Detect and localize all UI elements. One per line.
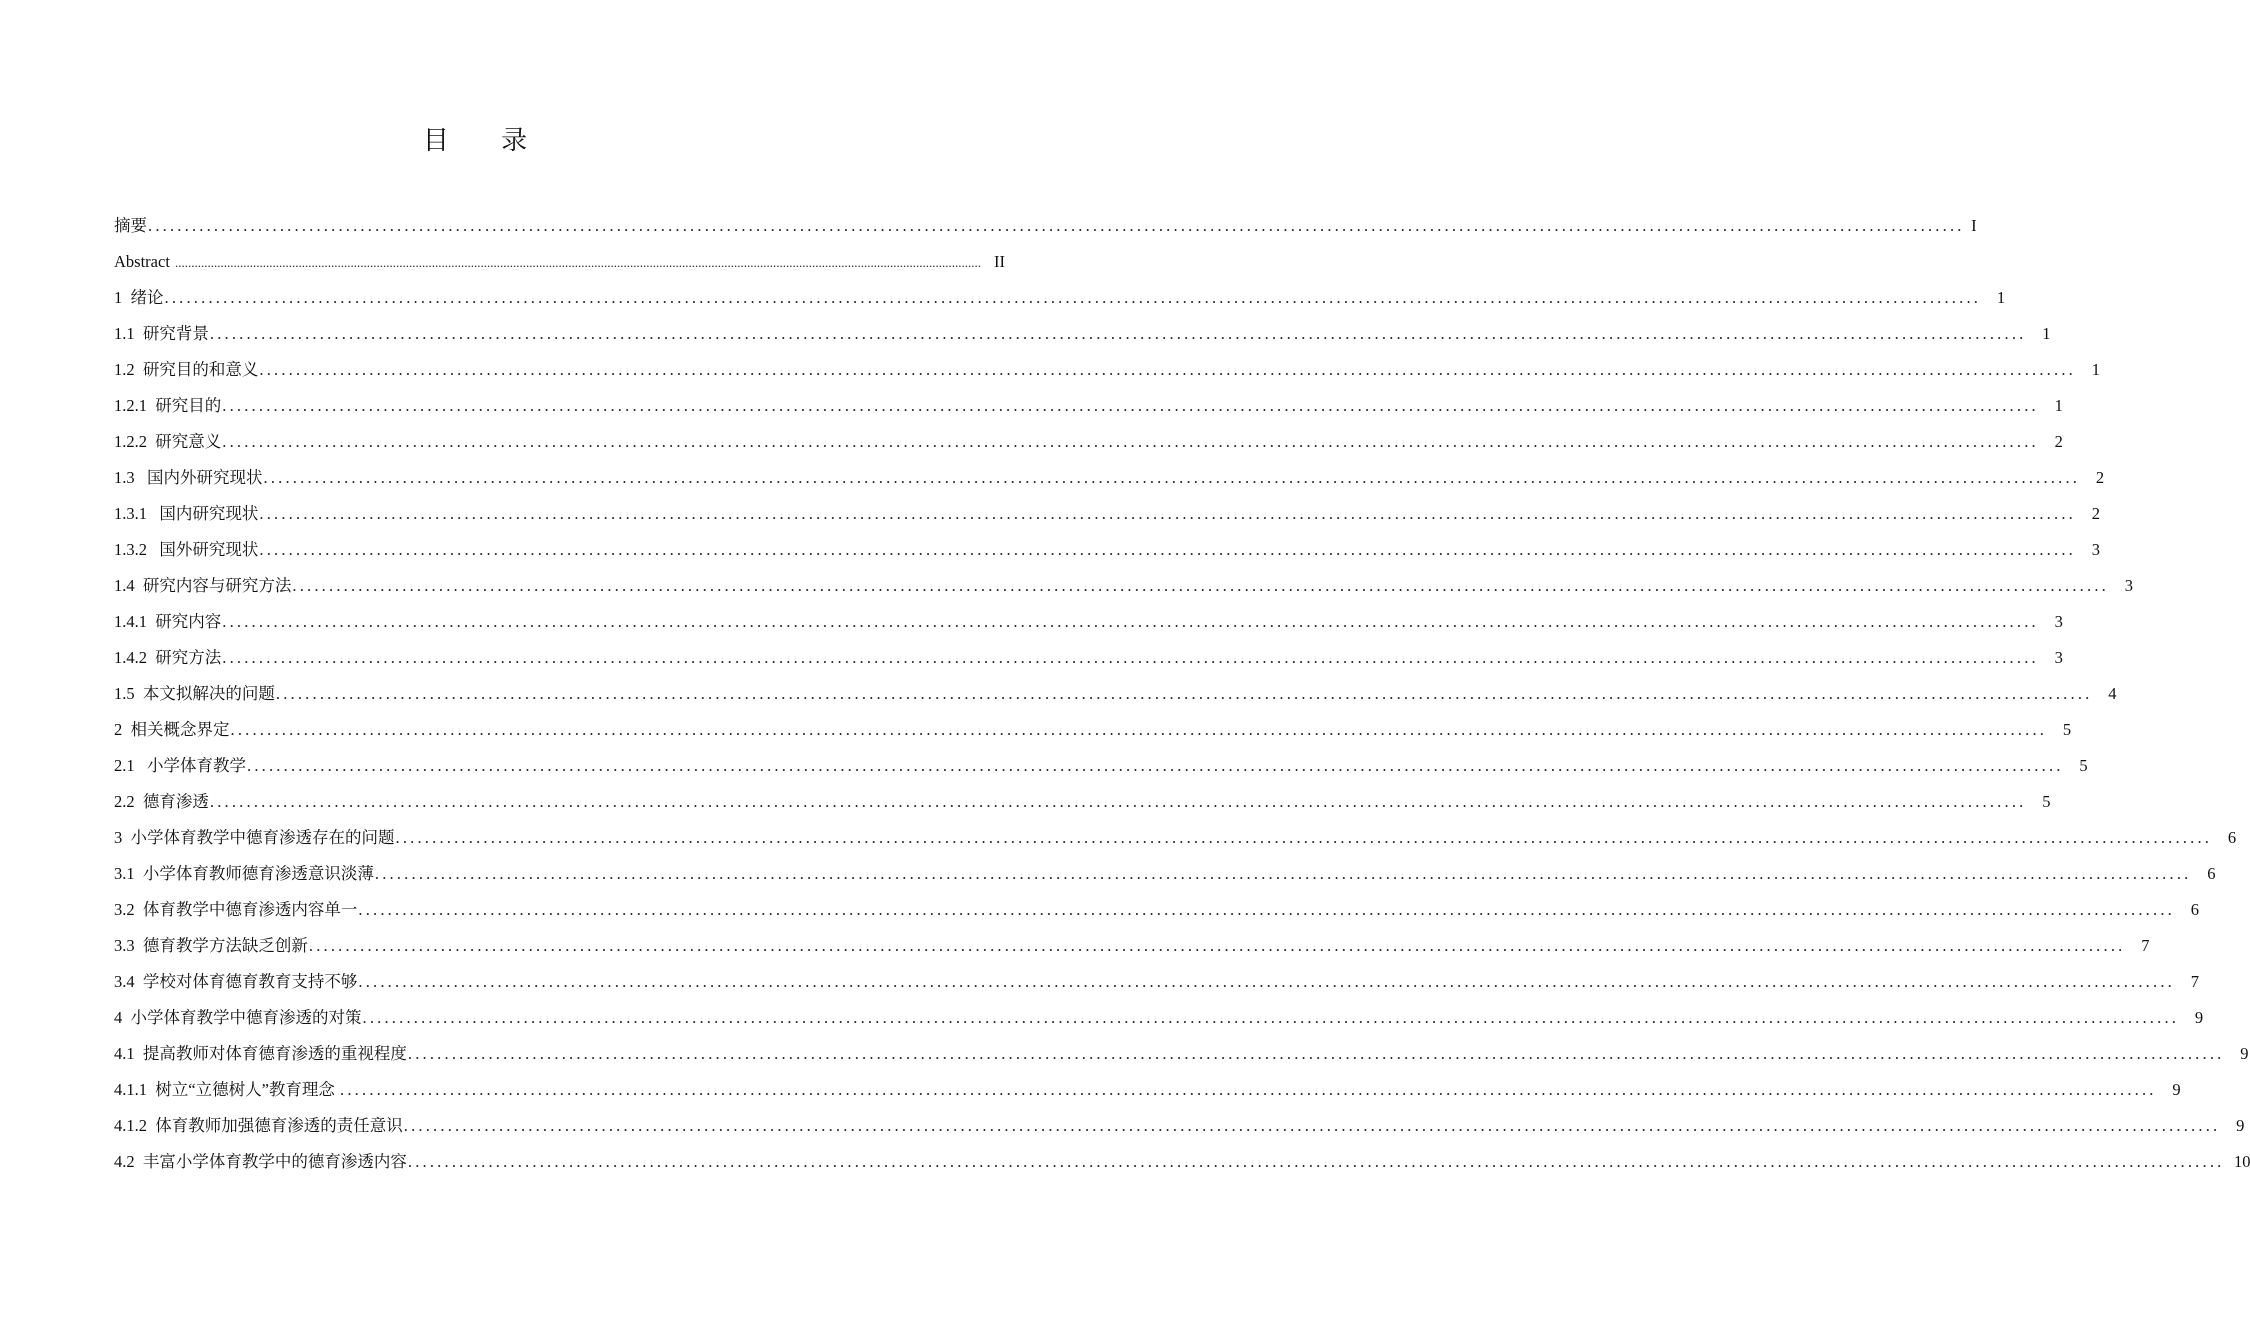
toc-leader-dots: ........................................................................................................................................................................................................................................................ — [407, 1152, 2225, 1171]
toc-entry-page: 1 — [2054, 396, 2063, 415]
toc-entry[interactable] — [114, 640, 2063, 676]
toc-entry-label: 3.3 德育教学方法缺乏创新 — [114, 936, 308, 955]
toc-entry[interactable] — [114, 568, 2133, 604]
toc-entry[interactable] — [114, 496, 2100, 532]
toc-entry[interactable] — [114, 280, 2006, 316]
toc-entry[interactable] — [114, 892, 2199, 928]
toc-entry-label: 1.3.1 国内研究现状 — [114, 504, 259, 523]
toc-entry-label: 1.3 国内外研究现状 — [114, 468, 263, 487]
toc-entry[interactable] — [114, 964, 2199, 1000]
toc-entry[interactable] — [114, 1144, 2250, 1180]
toc-entry-page: 9 — [2240, 1044, 2249, 1063]
toc-entry-label: 1.4.1 研究内容 — [114, 612, 222, 631]
toc-entry-page: 2 — [2054, 432, 2063, 451]
toc-entry-page: 5 — [2062, 720, 2072, 739]
toc-leader-dots: ........................................................................................................................................................................................................................................................ — [222, 648, 2039, 667]
toc-entry-page: 3 — [2091, 540, 2100, 559]
toc-leader-dots: ........................................................................................................................................................................................................................................................ — [407, 1044, 2225, 1063]
toc-entry-page: II — [994, 252, 1006, 271]
toc-entry-label: 摘要 — [114, 216, 147, 235]
toc-entry-page: 10 — [2233, 1152, 2250, 1171]
toc-leader-dots: ........................................................................................................................................................................................................................................................ — [292, 576, 2109, 595]
toc-entry[interactable] — [114, 352, 2100, 388]
toc-leader-dots: ........................................................................................................................................................................................................................................................ — [222, 432, 2039, 451]
toc-entry[interactable] — [114, 532, 2100, 568]
toc-leader-dots: ........................................................................................................................................................................................................................................................ — [395, 828, 2213, 847]
toc-leader-dots: ........................................................................................................................................................................................................................................................ — [259, 540, 2076, 559]
toc-entry-abstract-en[interactable] — [114, 244, 1006, 280]
toc-entry-page: 6 — [2190, 900, 2199, 919]
toc-entry-page: 5 — [2042, 792, 2051, 811]
toc-leader-dots: ........................................................................................................................................................................................................................................................ — [374, 864, 2192, 883]
toc-entry-page: 1 — [1996, 288, 2006, 307]
toc-entry-page: 1 — [2091, 360, 2100, 379]
toc-title: 目 录 — [422, 126, 550, 156]
toc-leader-dots: ........................................................................................................................................................................................................................................................ — [362, 1008, 2180, 1027]
toc-entry-page: 9 — [2236, 1116, 2245, 1135]
table-of-contents — [114, 208, 2250, 1180]
toc-leader-dots: ........................................................................................................................................................................................................................................................ — [403, 1116, 2221, 1135]
toc-leader-dots: ........................................................................................................................................................................................................................................................ — [148, 216, 1965, 235]
toc-leader-dots: ........................................................................................................................................................................................................................................................ — [308, 936, 2126, 955]
toc-leader-dots: ........................................................................................................................................................................................................................................................ — [230, 720, 2048, 739]
toc-entry-page: 3 — [2054, 612, 2063, 631]
toc-entry-page: 9 — [2194, 1008, 2204, 1027]
toc-entry[interactable] — [114, 820, 2237, 856]
toc-leader-dots: ........................................................................................................................................................................................................................................................ — [340, 1080, 2157, 1099]
toc-entry-page: 6 — [2207, 864, 2216, 883]
toc-leader-dots: ........................................................................................................................................................................................................................................................ — [175, 255, 982, 270]
toc-entry-label: 4.2 丰富小学体育教学中的德育渗透内容 — [114, 1152, 407, 1171]
toc-entry-label: 1.3.2 国外研究现状 — [114, 540, 259, 559]
toc-entry-label: 3 小学体育教学中德育渗透存在的问题 — [114, 828, 395, 847]
toc-entry[interactable] — [114, 1108, 2245, 1144]
toc-entry[interactable] — [114, 748, 2088, 784]
toc-entry-label: 2 相关概念界定 — [114, 720, 230, 739]
toc-entry-page: 3 — [2124, 576, 2133, 595]
toc-entry-page: 3 — [2054, 648, 2063, 667]
toc-leader-dots: ........................................................................................................................................................................................................................................................ — [222, 612, 2039, 631]
toc-leader-dots: ........................................................................................................................................................................................................................................................ — [164, 288, 1982, 307]
toc-entry-label: 3.4 学校对体育德育教育支持不够 — [114, 972, 358, 991]
toc-entry[interactable] — [114, 784, 2051, 820]
toc-entry-label: 1 绪论 — [114, 288, 164, 307]
toc-entry-label: 2.1 小学体育教学 — [114, 756, 246, 775]
toc-leader-dots: ........................................................................................................................................................................................................................................................ — [358, 972, 2175, 991]
toc-leader-dots: ........................................................................................................................................................................................................................................................ — [358, 900, 2175, 919]
toc-entry-label: Abstract — [114, 252, 175, 271]
toc-entry-page: 9 — [2172, 1080, 2181, 1099]
toc-entry[interactable] — [114, 712, 2072, 748]
toc-entry[interactable] — [114, 1000, 2204, 1036]
toc-entry-label: 3.2 体育教学中德育渗透内容单一 — [114, 900, 358, 919]
toc-leader-dots: ........................................................................................................................................................................................................................................................ — [259, 360, 2076, 379]
toc-entry-label: 1.2 研究目的和意义 — [114, 360, 259, 379]
toc-entry-page: 2 — [2095, 468, 2105, 487]
toc-entry[interactable] — [114, 676, 2117, 712]
toc-entry[interactable] — [114, 1036, 2249, 1072]
toc-entry-label: 1.2.1 研究目的 — [114, 396, 222, 415]
toc-entry-page: 5 — [2079, 756, 2088, 775]
toc-entry-label: 4.1 提高教师对体育德育渗透的重视程度 — [114, 1044, 407, 1063]
toc-entry[interactable] — [114, 460, 2105, 496]
toc-entry-page: 7 — [2141, 936, 2150, 955]
toc-entry-page: 2 — [2091, 504, 2100, 523]
toc-entry-page: 7 — [2190, 972, 2199, 991]
toc-leader-dots: ........................................................................................................................................................................................................................................................ — [247, 756, 2064, 775]
toc-entry[interactable] — [114, 424, 2063, 460]
toc-leader-dots: ........................................................................................................................................................................................................................................................ — [259, 504, 2076, 523]
toc-entry-label: 4.1.2 体育教师加强德育渗透的责任意识 — [114, 1116, 403, 1135]
toc-entry-label: 1.1 研究背景 — [114, 324, 209, 343]
toc-entry-label: 4.1.1 树立“立德树人”教育理念 — [114, 1080, 340, 1099]
toc-leader-dots: ........................................................................................................................................................................................................................................................ — [263, 468, 2081, 487]
toc-leader-dots: ........................................................................................................................................................................................................................................................ — [209, 324, 2027, 343]
toc-entry[interactable] — [114, 856, 2216, 892]
toc-entry[interactable] — [114, 928, 2150, 964]
toc-entry-label: 1.4 研究内容与研究方法 — [114, 576, 292, 595]
toc-entry-label: 1.4.2 研究方法 — [114, 648, 222, 667]
toc-entry-label: 1.5 本文拟解决的问题 — [114, 684, 275, 703]
toc-entry-label: 1.2.2 研究意义 — [114, 432, 222, 451]
toc-entry[interactable] — [114, 1072, 2181, 1108]
toc-entry[interactable] — [114, 388, 2063, 424]
toc-entry-label: 4 小学体育教学中德育渗透的对策 — [114, 1008, 362, 1027]
toc-entry-page: I — [1971, 216, 1977, 235]
toc-entry[interactable] — [114, 316, 2051, 352]
toc-entry-page: 1 — [2042, 324, 2051, 343]
toc-entry-page: 6 — [2227, 828, 2237, 847]
toc-leader-dots: ........................................................................................................................................................................................................................................................ — [209, 792, 2027, 811]
toc-entry-page: 4 — [2108, 684, 2117, 703]
toc-leader-dots: ........................................................................................................................................................................................................................................................ — [222, 396, 2039, 415]
toc-entry-abstract-cn[interactable] — [114, 208, 1977, 244]
toc-entry-label: 3.1 小学体育教师德育渗透意识淡薄 — [114, 864, 374, 883]
toc-leader-dots: ........................................................................................................................................................................................................................................................ — [275, 684, 2093, 703]
toc-entry-label: 2.2 德育渗透 — [114, 792, 209, 811]
toc-entry[interactable] — [114, 604, 2063, 640]
